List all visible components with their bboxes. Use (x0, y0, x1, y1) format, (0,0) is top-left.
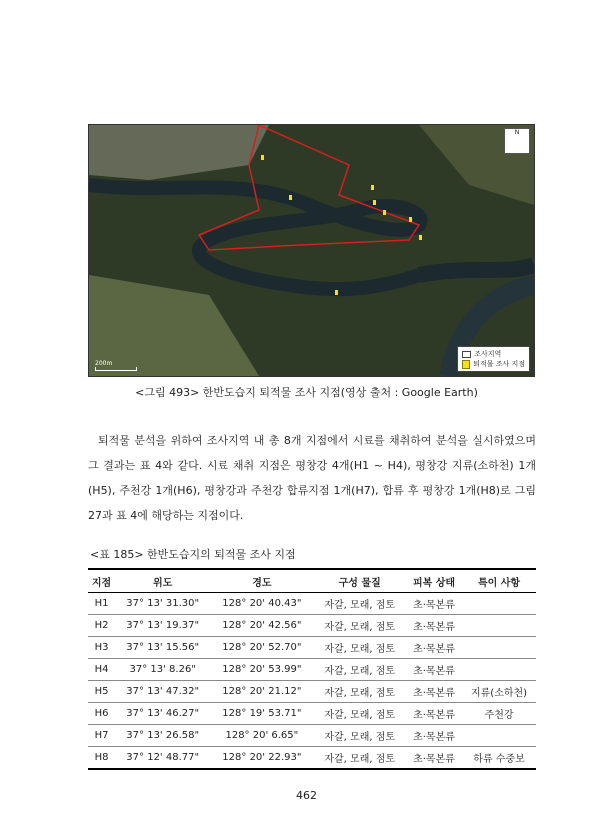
table-row (88, 615, 536, 637)
table-row (88, 593, 536, 615)
table-row (88, 747, 536, 770)
cell: H6 (88, 703, 115, 725)
cell: 초·목본류 (406, 637, 462, 659)
cell: 37° 13' 26.58" (115, 725, 210, 747)
cell: 128° 20' 40.43" (210, 593, 313, 615)
table-caption: <표 185> 한반도습지의 퇴적물 조사 지점 (90, 548, 296, 561)
pin-legend-icon (462, 360, 470, 369)
cell: 128° 20' 52.70" (210, 637, 313, 659)
cell: 초·목본류 (406, 747, 462, 770)
cell: H4 (88, 659, 115, 681)
cell: 128° 20' 22.93" (210, 747, 313, 770)
cell: H1 (88, 593, 115, 615)
cell (462, 725, 536, 747)
cell: 지류(소하천) (462, 681, 536, 703)
cell: 37° 13' 15.56" (115, 637, 210, 659)
legend-point-label: 퇴적물 조사 지점 (473, 360, 525, 368)
cell: 37° 13' 19.37" (115, 615, 210, 637)
table-row (88, 681, 536, 703)
cell: 128° 20' 21.12" (210, 681, 313, 703)
compass-icon: N (504, 128, 530, 154)
sediment-table (88, 568, 536, 770)
cell: 하류 수중보 (462, 747, 536, 770)
scale-bar (95, 360, 137, 371)
cell: 37° 13' 31.30" (115, 593, 210, 615)
cell: 주천강 (462, 703, 536, 725)
table-row (88, 703, 536, 725)
cell: 초·목본류 (406, 659, 462, 681)
cell: 초·목본류 (406, 593, 462, 615)
header-longitude: 경도 (210, 569, 313, 593)
header-latitude: 위도 (115, 569, 210, 593)
cell: 자갈, 모래, 점토 (313, 681, 405, 703)
table-row (88, 637, 536, 659)
area-legend-icon (462, 351, 471, 358)
cell (462, 637, 536, 659)
cell: H8 (88, 747, 115, 770)
header-material: 구성 물질 (313, 569, 405, 593)
table-row (88, 659, 536, 681)
figure-caption: <그림 493> 한반도습지 퇴적물 조사 지점(영상 출처 : Google Earth) (135, 386, 478, 399)
cell: 자갈, 모래, 점토 (313, 703, 405, 725)
cell: 초·목본류 (406, 681, 462, 703)
legend-area-label: 조사지역 (474, 350, 502, 358)
cell: 128° 19' 53.71" (210, 703, 313, 725)
cell: H2 (88, 615, 115, 637)
scale-label: 200m (95, 360, 113, 367)
cell: 37° 12' 48.77" (115, 747, 210, 770)
table-row (88, 725, 536, 747)
table-header-row (88, 569, 536, 593)
cell: 자갈, 모래, 점토 (313, 637, 405, 659)
cell: 초·목본류 (406, 615, 462, 637)
cell: 128° 20' 6.65" (210, 725, 313, 747)
cell: 자갈, 모래, 점토 (313, 659, 405, 681)
header-site: 지점 (88, 569, 115, 593)
header-cover: 피복 상태 (406, 569, 462, 593)
cell: 자갈, 모래, 점토 (313, 615, 405, 637)
cell: 37° 13' 46.27" (115, 703, 210, 725)
cell (462, 593, 536, 615)
cell: 128° 20' 42.56" (210, 615, 313, 637)
cell: 37° 13' 8.26" (115, 659, 210, 681)
body-paragraph: 퇴적물 분석을 위하여 조사지역 내 총 8개 지점에서 시료를 채취하여 분석을 실시하였으며 그 결과는 표 4와 같다. 시료 채취 지점은 평창강 4개(H1 ~ H4), 평창강 지류(소하천) 1개(H5), 주천강 1개(H6), 평창강과 주천강 합류지점 1개(H7), 합류 후 평창강 1개(H8)로 그림 27과 표 4에 해당하는 지점이다. (88, 434, 536, 522)
cell: H7 (88, 725, 115, 747)
cell: H5 (88, 681, 115, 703)
cell (462, 659, 536, 681)
cell: 자갈, 모래, 점토 (313, 593, 405, 615)
map-image (89, 125, 534, 376)
cell (462, 615, 536, 637)
cell: 초·목본류 (406, 703, 462, 725)
header-notes: 특이 사항 (462, 569, 536, 593)
cell: 자갈, 모래, 점토 (313, 725, 405, 747)
cell: 초·목본류 (406, 725, 462, 747)
cell: H3 (88, 637, 115, 659)
page-number: 462 (296, 789, 317, 802)
cell: 37° 13' 47.32" (115, 681, 210, 703)
satellite-map (88, 124, 535, 377)
cell: 자갈, 모래, 점토 (313, 747, 405, 770)
map-legend (457, 346, 530, 372)
cell: 128° 20' 53.99" (210, 659, 313, 681)
